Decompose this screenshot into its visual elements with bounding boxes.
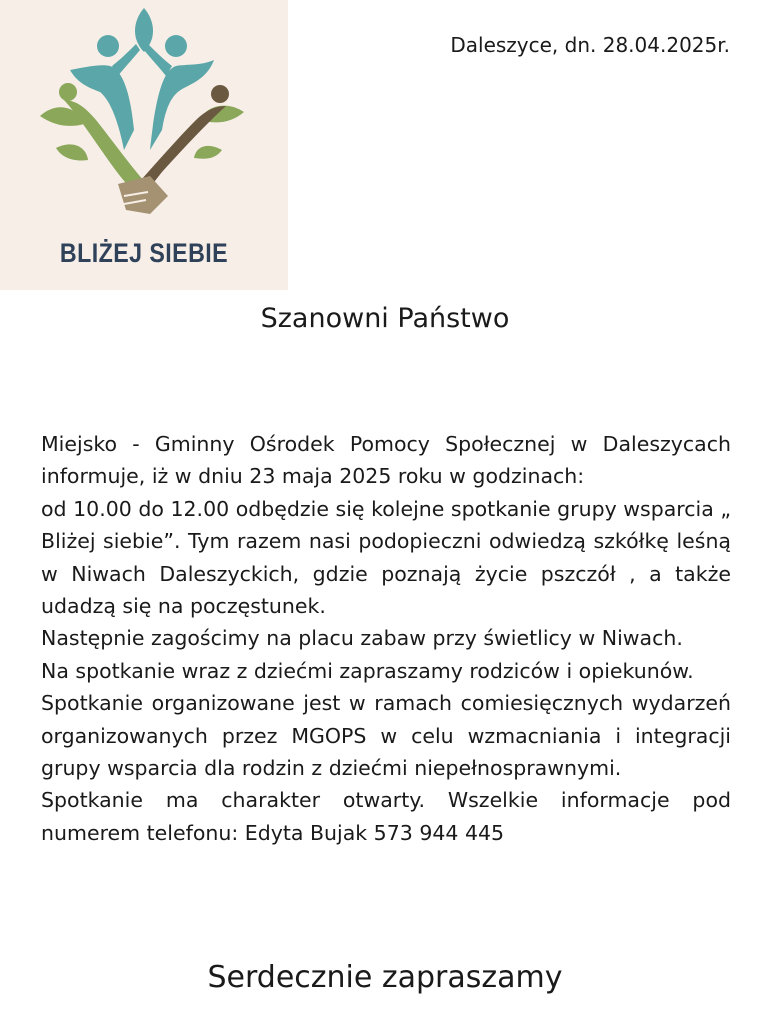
support-group-logo-icon [0, 0, 288, 238]
body-paragraph: Miejsko - Gminny Ośrodek Pomocy Społecznej w Daleszycach informuje, iż w dniu 23 maja 2025 roku w godzinach: [41, 432, 731, 489]
body-paragraph: od 10.00 do 12.00 odbędzie się kolejne spotkanie grupy wsparcia „ Bliżej siebie”. Tym razem nasi podopieczni odwiedzą szkółkę leśną w Niwach Daleszyckich, gdzie poznają życie pszczół , a także udadzą się na poczęstunek. [41, 496, 731, 619]
letter-body [41, 428, 731, 849]
body-paragraph: Na spotkanie wraz z dziećmi zapraszamy rodziców i opiekunów. [41, 658, 694, 683]
letter-date: Daleszyce, dn. 28.04.2025r. [450, 33, 730, 57]
body-paragraph: Następnie zagościmy na placu zabaw przy świetlicy w Niwach. [41, 626, 683, 651]
closing-line: Serdecznie zapraszamy [207, 960, 563, 995]
body-paragraph: Spotkanie ma charakter otwarty. Wszelkie informacje pod numerem telefonu: Edyta Bujak 573 944 445 [41, 788, 731, 845]
logo-text: BLIŻEJ SIEBIE [59, 238, 229, 268]
body-paragraph: Spotkanie organizowane jest w ramach comiesięcznych wydarzeń organizowanych przez MGOPS w celu wzmacniania i integracji grupy wsparcia dla rodzin z dziećmi niepełnosprawnymi. [41, 691, 731, 781]
logo [0, 0, 288, 290]
salutation: Szanowni Państwo [260, 303, 510, 334]
